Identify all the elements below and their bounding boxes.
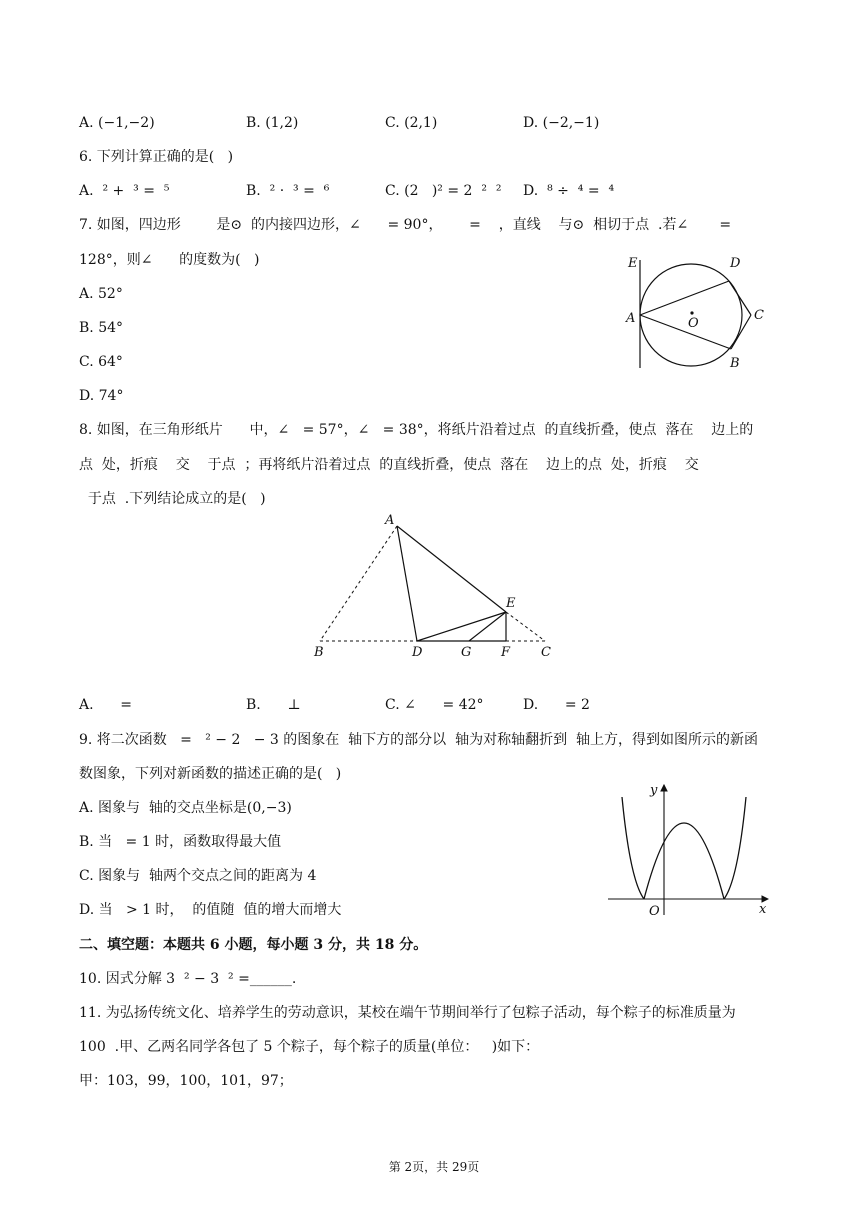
q8-label-f: F [501, 645, 511, 660]
q9-label-o: O [649, 904, 660, 919]
q7-figure [620, 250, 770, 375]
q7-label-a: A [626, 311, 636, 326]
q8-label-e: E [506, 596, 516, 611]
q7-segment-ad [640, 281, 729, 315]
q7-line-2: 128°，则∠ 的度数为( ) [79, 252, 260, 268]
q8-label-c: C [541, 645, 551, 660]
q8-option-d: D. = 2 [523, 697, 590, 713]
q9-label-x: x [759, 902, 767, 917]
q8-figure [305, 510, 565, 665]
q7-option-d: D. 74° [79, 388, 124, 404]
q8-dashed-ec [506, 612, 545, 641]
q9-label-y: y [650, 783, 658, 798]
q7-label-o: O [688, 316, 699, 331]
q5-option-d: D. (−2,−1) [523, 115, 600, 131]
q5-option-b: B. (1,2) [246, 115, 299, 131]
q8-option-b: B. ⊥ [246, 697, 301, 713]
q7-label-c: C [754, 308, 764, 323]
q8-segment-eg [469, 612, 506, 641]
q7-line-1: 7. 如图，四边形 是⊙ 的内接四边形，∠ = 90°， = ，直线 与⊙ 相切于点 .若∠ = [79, 217, 732, 233]
q10-stem: 10. 因式分解 3 ² − 3 ² =______. [79, 971, 297, 987]
q7-label-d: D [730, 256, 741, 271]
q11-line-2: 100 .甲、乙两名同学各包了 5 个粽子，每个粽子的质量(单位： )如下： [79, 1039, 540, 1055]
q6-option-a: A. ² + ³ = ⁵ [79, 183, 170, 199]
q8-label-a: A [385, 513, 395, 528]
q5-option-c: C. (2,1) [385, 115, 438, 131]
q9-curve-right-branch [724, 797, 746, 899]
q9-option-a: A. 图象与 轴的交点坐标是(0,−3) [79, 800, 292, 816]
q8-label-d: D [412, 645, 423, 660]
q8-option-a: A. = [79, 697, 132, 713]
q8-dashed-ab [320, 526, 397, 641]
q9-curve-left-branch [622, 797, 644, 899]
q8-line-2: 点 处，折痕 交 于点 ；再将纸片沿着过点 的直线折叠，使点 落在 边上的点 处，折痕 交 [79, 457, 699, 473]
q8-option-c: C. ∠ = 42° [385, 697, 484, 713]
q9-figure [600, 775, 780, 920]
q11-line-3: 甲：103，99，100，101，97； [79, 1073, 293, 1089]
q7-label-b: B [730, 356, 740, 371]
q11-line-1: 11. 为弘扬传统文化、培养学生的劳动意识，某校在端午节期间举行了包粽子活动，每个粽子的标准质量为 [79, 1005, 736, 1021]
q8-segment-de [417, 612, 506, 641]
q7-segment-cb [731, 315, 751, 349]
q7-segment-ab [640, 315, 731, 349]
q9-curve-hump [644, 823, 724, 899]
q9-line-1: 9. 将二次函数 = ² − 2 − 3 的图象在 轴下方的部分以 轴为对称轴翻折到 轴上方，得到如图所示的新函 [79, 732, 758, 748]
q8-label-g: G [461, 645, 472, 660]
q7-option-b: B. 54° [79, 320, 124, 336]
page-footer: 第 2页，共 29页 [388, 1160, 480, 1174]
q8-line-3: 于点 .下列结论成立的是( ) [79, 491, 266, 507]
q9-option-d: D. 当 > 1 时， 的值随 值的增大而增大 [79, 902, 342, 918]
q9-line-2: 数图象，下列对新函数的描述正确的是( ) [79, 766, 342, 782]
q7-option-a: A. 52° [79, 286, 123, 302]
q7-circle [640, 264, 742, 366]
q8-line-1: 8. 如图，在三角形纸片 中，∠ = 57°，∠ = 38°，将纸片沿着过点 的直线折叠，使点 落在 边上的 [79, 422, 754, 438]
q8-label-b: B [314, 645, 324, 660]
q6-stem: 6. 下列计算正确的是( ) [79, 149, 234, 165]
q7-option-c: C. 64° [79, 354, 123, 370]
q7-center-dot [690, 311, 693, 314]
q9-option-b: B. 当 = 1 时，函数取得最大值 [79, 834, 282, 850]
q7-label-e: E [628, 256, 638, 271]
section-2-heading: 二、填空题：本题共 6 小题，每小题 3 分，共 18 分。 [79, 937, 428, 953]
q5-option-a: A. (−1,−2) [79, 115, 155, 131]
q8-segment-ad [397, 526, 417, 641]
q6-option-b: B. ² · ³ = ⁶ [246, 183, 330, 199]
q6-option-c: C. (2 )² = 2 ² ² [385, 183, 502, 199]
q7-segment-dc [729, 281, 751, 315]
q6-option-d: D. ⁸ ÷ ⁴ = ⁴ [523, 183, 615, 199]
q9-option-c: C. 图象与 轴两个交点之间的距离为 4 [79, 868, 317, 884]
q8-segment-ae [397, 526, 506, 612]
